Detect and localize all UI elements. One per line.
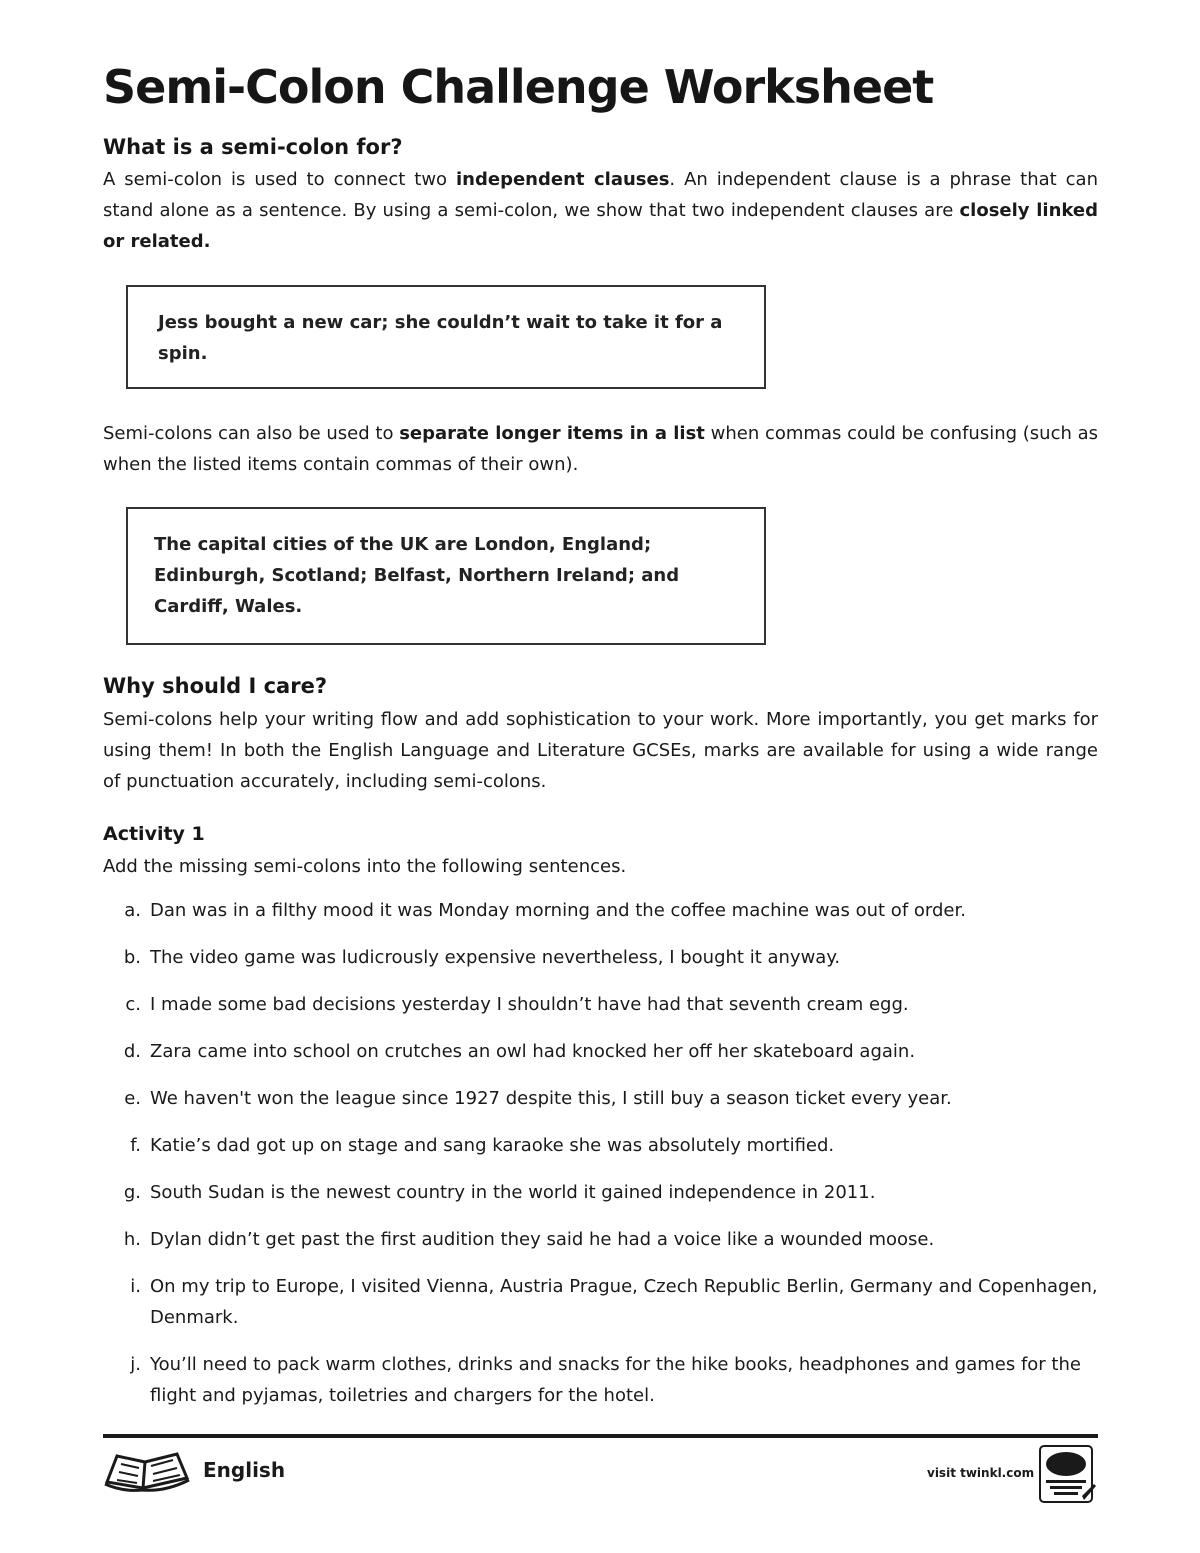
item-text: You’ll need to pack warm clothes, drinks and snacks for the hike books, headphones and games for the flight and pyjamas, toiletries and chargers for the hotel. bbox=[150, 1354, 1081, 1406]
page-title: Semi-Colon Challenge Worksheet bbox=[103, 60, 934, 114]
section-heading-what: What is a semi-colon for? bbox=[103, 135, 403, 159]
example-box-list bbox=[126, 507, 766, 645]
item-marker: c. bbox=[125, 994, 141, 1015]
item-text: Dan was in a filthy mood it was Monday morning and the coffee machine was out of order. bbox=[150, 900, 966, 921]
list-paragraph: Semi-colons can also be used to separate longer items in a list when commas could be confusing (such as when the listed items contain commas of their own). bbox=[103, 423, 1099, 475]
list-item bbox=[103, 1177, 1098, 1208]
list-item bbox=[103, 1083, 1098, 1114]
list-item bbox=[103, 1130, 1098, 1161]
list-item bbox=[103, 895, 1098, 926]
item-text: South Sudan is the newest country in the world it gained independence in 2011. bbox=[150, 1182, 876, 1203]
term-independent-clauses: independent clauses bbox=[456, 169, 670, 190]
sentence-list bbox=[103, 895, 1098, 1411]
list-item bbox=[103, 1224, 1098, 1255]
item-marker: h. bbox=[123, 1229, 141, 1250]
footer-subject: English bbox=[203, 1458, 286, 1482]
activity-heading: Activity 1 bbox=[103, 823, 205, 845]
list-item bbox=[103, 1271, 1098, 1333]
intro-paragraph: A semi-colon is used to connect two independent clauses. An independent clause is a phrase that can stand alone as a sentence. By using a semi-colon, we show that two independent clauses are closely linked or related. bbox=[103, 169, 1098, 252]
item-text: Dylan didn’t get past the first audition they said he had a voice like a wounded moose. bbox=[150, 1229, 935, 1250]
item-marker: e. bbox=[124, 1088, 141, 1109]
item-text: The video game was ludicrously expensive nevertheless, I bought it anyway. bbox=[150, 947, 841, 968]
why-paragraph: Semi-colons help your writing flow and add sophistication to your work. More importantly, you get marks for using them! In both the English Language and Literature GCSEs, marks are available for using a wide range of punctuation accurately, including semi-colons. bbox=[103, 709, 1098, 792]
footer-divider bbox=[103, 1434, 1098, 1438]
section-heading-why: Why should I care? bbox=[103, 674, 328, 698]
list-item bbox=[103, 1349, 1098, 1411]
item-text: Zara came into school on crutches an owl had knocked her off her skateboard again. bbox=[150, 1041, 916, 1062]
item-marker: a. bbox=[124, 900, 141, 921]
item-marker: i. bbox=[130, 1276, 141, 1297]
item-text: We haven't won the league since 1927 despite this, I still buy a season ticket every year. bbox=[150, 1088, 952, 1109]
term-closely-linked: closely linked or related. bbox=[103, 200, 1098, 252]
item-marker: j. bbox=[130, 1354, 141, 1375]
item-marker: d. bbox=[123, 1041, 141, 1062]
worksheet-page bbox=[103, 52, 1098, 1427]
item-text: I made some bad decisions yesterday I shouldn’t have had that seventh cream egg. bbox=[150, 994, 909, 1015]
item-marker: b. bbox=[123, 947, 141, 968]
item-marker: f. bbox=[130, 1135, 141, 1156]
quality-badge-icon bbox=[1038, 1444, 1098, 1506]
item-marker: g. bbox=[123, 1182, 141, 1203]
list-item bbox=[103, 989, 1098, 1020]
term-separate-items: separate longer items in a list bbox=[399, 423, 705, 444]
item-text: On my trip to Europe, I visited Vienna, Austria Prague, Czech Republic Berlin, Germany and Copenhagen, Denmark. bbox=[150, 1276, 1098, 1328]
item-text: Katie’s dad got up on stage and sang karaoke she was absolutely mortified. bbox=[150, 1135, 835, 1156]
book-icon bbox=[103, 1448, 191, 1492]
footer-visit-link[interactable]: visit twinkl.com bbox=[927, 1466, 1035, 1480]
example-sentence: Jess bought a new car; she couldn’t wait to take it for a spin. bbox=[158, 312, 723, 364]
example-box-semicolon bbox=[126, 285, 766, 389]
list-item bbox=[103, 1036, 1098, 1067]
activity-instruction: Add the missing semi-colons into the following sentences. bbox=[103, 856, 627, 877]
example-list-sentence: The capital cities of the UK are London, England; Edinburgh, Scotland; Belfast, Northern Ireland; and Cardiff, Wales. bbox=[154, 534, 680, 617]
list-item bbox=[103, 942, 1098, 973]
